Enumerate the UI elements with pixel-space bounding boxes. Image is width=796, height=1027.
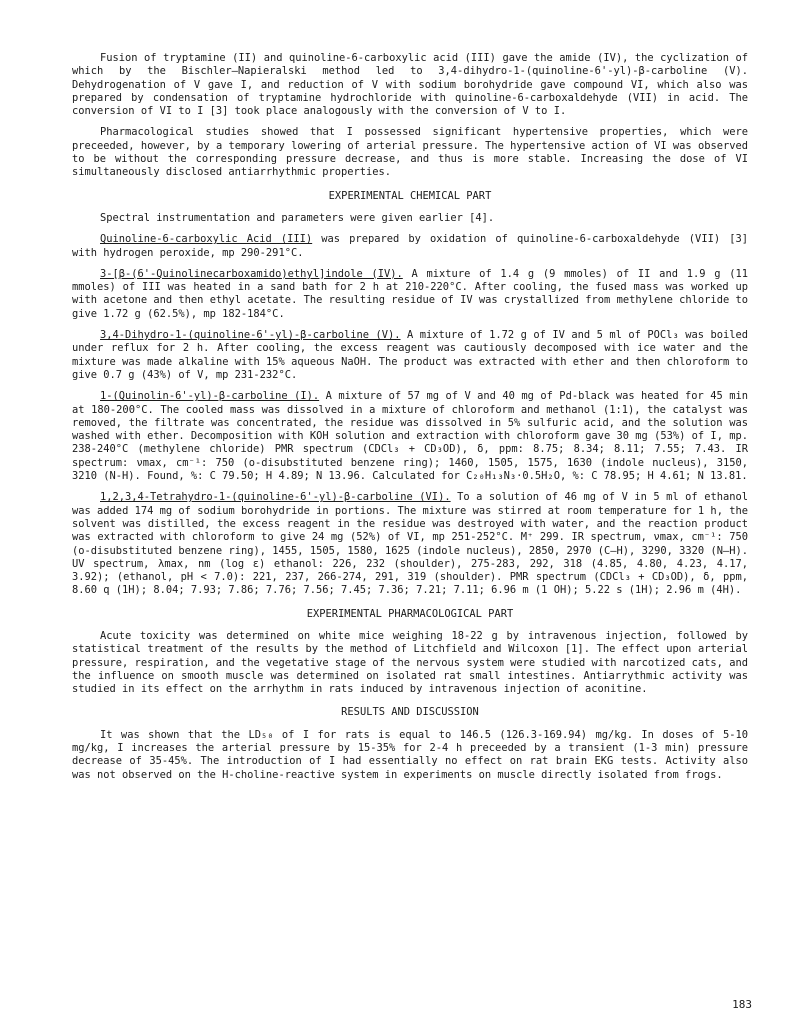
compound-v-paragraph xyxy=(72,329,748,382)
compound-iv-paragraph xyxy=(72,268,748,321)
heading-experimental-chemical: EXPERIMENTAL CHEMICAL PART xyxy=(328,189,492,202)
compound-iv-text: A mixture of 1.4 g (9 mmoles) of II and 1.9 g (11 mmoles) of III was heated in a sand bath for 2 h at 210-220°C. After cooling, the fused mass was worked up with acetone and then ethyl acetate. The resulting residue of IV was crystallized from methylene chloride to give 1.72 g (62.5%), mp 182-184°C. xyxy=(72,267,748,320)
compound-vi-paragraph xyxy=(72,491,748,597)
compound-v-title: 3,4-Dihydro-1-(quinoline-6'-yl)-β-carboline (V). xyxy=(100,329,401,342)
compound-vi-text: To a solution of 46 mg of V in 5 ml of ethanol was added 174 mg of sodium borohydride in portions. The mixture was stirred at room temperature for 1 h, the solvent was distilled, the excess reagent in the residue was destroyed with water, and the reaction product was extracted with chloroform to give 24 mg (52%) of VI, mp 251-252°C. M⁺ 299. IR spectrum, νmax, cm⁻¹: 750 (o-disubstituted benzene ring), 1455, 1505, 1580, 1625 (indole nucleus), 2850, 2970 (C–H), 3290, 3320 (N–H). UV spectrum, λmax, nm (log ε) ethanol: 226, 232 (shoulder), 275-283, 292, 318 (4.85, 4.80, 4.23, 4.17, 3.92); (ethanol, pH < 7.0): 221, 237, 266-274, 291, 319 (shoulder). PMR spectrum (CDCl₃ + CD₃OD), δ, ppm, 8.60 q (1H); 8.04; 7.93; 7.86; 7.76; 7.56; 7.45; 7.36; 7.21; 7.11; 6.96 m (1 OH); 5.22 s (1H); 2.96 m (4H). xyxy=(72,491,748,597)
compound-i-title: 1-(Quinolin-6'-yl)-β-carboline (I). xyxy=(100,390,320,403)
compound-i-paragraph xyxy=(72,390,748,483)
compound-i-text: A mixture of 57 mg of V and 40 mg of Pd-black was heated for 45 min at 180-200°C. The cooled mass was dissolved in a mixture of chloroform and methanol (1:1), the catalyst was removed, the filtrate was concentrated, the residue was dissolved in 5% sulfuric acid, and the solution was washed with ether. Decomposition with KOH solution and extraction with chloroform gave 30 mg (53%) of I, mp. 238-240°C (methylene chloride) PMR spectrum (CDCl₃ + CD₃OD), δ, ppm: 8.75; 8.34; 8.11; 7.55; 7.43. IR spectrum: νmax, cm⁻¹: 750 (o-disubstituted benzene ring); 1460, 1505, 1575, 1630 (indole nucleus), 3150, 3210 (N-H). Found, %: C 79.50; H 4.89; N 13.96. Calculated for C₂₀H₁₃N₃·0.5H₂O, %: C 78.95; H 4.61; N 13.81. xyxy=(72,390,748,483)
compound-v-text: A mixture of 1.72 g of IV and 5 ml of POCl₃ was boiled under reflux for 2 h. After cooling, the excess reagent was cautiously decomposed with ice water and the mixture was made alkaline with 15% aqueous NaOH. The product was extracted with ether and then chloroform to give 0.7 g (43%) of V, mp 231-232°C. xyxy=(72,329,748,381)
intro-paragraph-2: Pharmacological studies showed that I possessed significant hypertensive properties, which were preceeded, however, by a temporary lowering of arterial pressure. The hypertensive action of VI was observed to be without the corresponding pressure decrease, and thus is more stable. Increasing the dose of VI simultaneously disclosed antiarrhythmic properties. xyxy=(72,126,748,179)
compound-iii-text: was prepared by oxidation of quinoline-6-carboxaldehyde (VII) [3] with hydrogen peroxide, mp 290-291°C. xyxy=(72,233,748,259)
page-number: 183 xyxy=(732,997,752,1011)
spectral-note: Spectral instrumentation and parameters were given earlier [4]. xyxy=(100,211,495,224)
intro-paragraph-1: Fusion of tryptamine (II) and quinoline-6-carboxylic acid (III) gave the amide (IV), the cyclization of which by the Bischler–Napieralski method led to 3,4-dihydro-1-(quinoline-6'-yl)-β-carboline (V). Dehydrogenation of V gave I, and reduction of V with sodium borohydride gave compound VI, which also was prepared by condensation of tryptamine hydrochloride with quinoline-6-carboxaldehyde (VII) in acid. The conversion of VI to I [3] took place analogously with the conversion of V to I. xyxy=(72,52,748,118)
heading-results-discussion: RESULTS AND DISCUSSION xyxy=(341,706,479,719)
compound-iii-paragraph xyxy=(72,233,748,260)
compound-iii-title: Quinoline-6-carboxylic Acid (III) xyxy=(100,233,313,246)
heading-experimental-pharmacological: EXPERIMENTAL PHARMACOLOGICAL PART xyxy=(306,607,514,620)
compound-iv-title: 3-[β-(6'-Quinolinecarboxamido)ethyl]indole (IV). xyxy=(100,267,403,280)
compound-vi-title: 1,2,3,4-Tetrahydro-1-(quinoline-6'-yl)-β-carboline (VI). xyxy=(100,491,451,504)
pharmacology-paragraph: Acute toxicity was determined on white mice weighing 18-22 g by intravenous injection, followed by statistical treatment of the results by the method of Litchfield and Wilcoxon [1]. The effect upon arterial pressure, respiration, and the vegetative stage of the nervous system were studied with narcotized cats, and the influence on smooth muscle was determined on isolated rat small intestines. Antiarrythmic activity was studied in its effect on the arrhythm in rats induced by intravenous injection of aconitine. xyxy=(72,629,748,696)
results-paragraph: It was shown that the LD₅₀ of I for rats is equal to 146.5 (126.3-169.94) mg/kg. In doses of 5-10 mg/kg, I increases the arterial pressure by 15-35% for 2-4 h preceeded by a transient (1-3 min) pressure decrease of 35-45%. The introduction of I had essentially no effect on rat brain EKG tests. Activity also was not observed on the H-choline-reactive system in experiments on muscle directly isolated from frogs. xyxy=(72,728,748,781)
